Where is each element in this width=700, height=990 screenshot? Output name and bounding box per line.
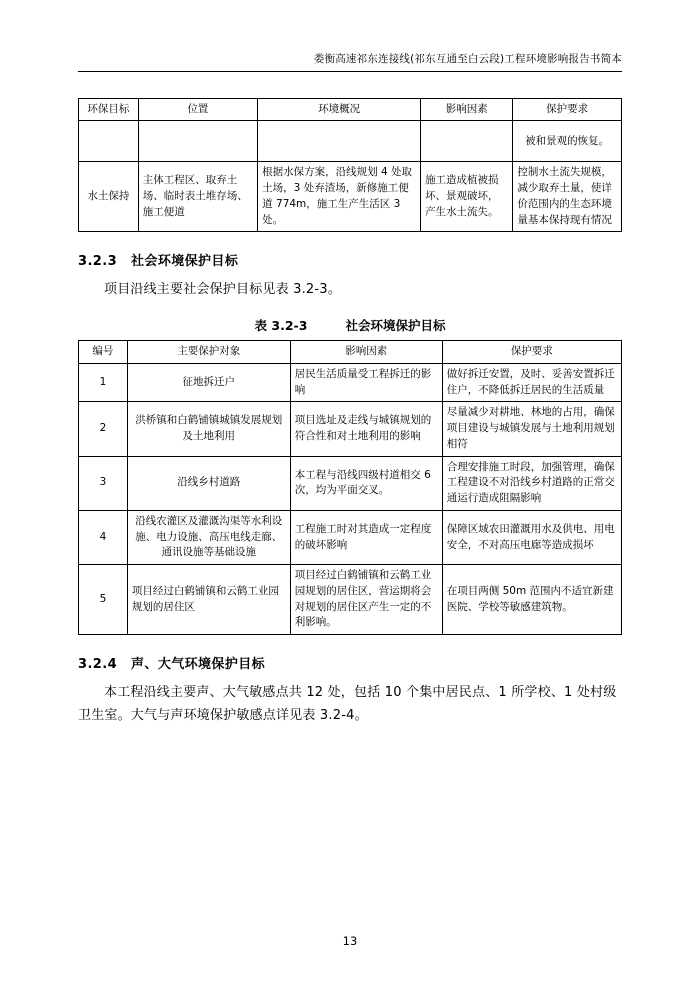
table-caption-title: 社会环境保护目标 [345, 318, 446, 334]
table-caption-social [78, 316, 622, 334]
table-social-protection-targets [78, 340, 622, 635]
cell-no: 1 [79, 363, 128, 402]
cell-factor: 本工程与沿线四级村道相交 6 次，均为平面交叉。 [290, 456, 442, 510]
table-row [79, 121, 622, 162]
cell-requirement: 控制水土流失规模，减少取弃土量，使详价范围内的生态环境量基本保持现有情况 [513, 162, 622, 232]
table-row [79, 402, 622, 456]
cell-overview: 根据水保方案，沿线规划 4 处取土场，3 处弃渣场，新修施工便道 774m，施工生产生活区 3 处。 [258, 162, 421, 232]
col-header-overview: 环境概况 [258, 98, 421, 121]
table-row [79, 363, 622, 402]
cell-no: 4 [79, 510, 128, 564]
cell-object: 沿线农灌区及灌溉沟渠等水利设施、电力设施、高压电线走廊、通讯设施等基础设施 [127, 510, 290, 564]
col-header-target: 环保目标 [79, 98, 139, 121]
cell-factor: 施工造成植被损坏、景观破坏，产生水土流失。 [421, 162, 513, 232]
page-header [78, 0, 622, 72]
cell-target [79, 121, 139, 162]
table-row [79, 456, 622, 510]
cell-requirement: 做好拆迁安置，及时、妥善安置拆迁住户，不降低拆迁居民的生活质量 [442, 363, 621, 402]
cell-object: 洪桥镇和白鹤铺镇城镇发展规划及土地利用 [127, 402, 290, 456]
cell-requirement: 尽量减少对耕地、林地的占用，确保项目建设与城镇发展与土地利用规划相符 [442, 402, 621, 456]
cell-no: 5 [79, 565, 128, 635]
cell-factor: 居民生活质量受工程拆迁的影响 [290, 363, 442, 402]
table-caption-number: 表 3.2-3 [254, 318, 308, 334]
table-environmental-targets [78, 98, 622, 233]
table-row [79, 510, 622, 564]
cell-overview [258, 121, 421, 162]
header-text: 娄衡高速祁东连接线(祁东互通至白云段)工程环境影响报告书简本 [313, 53, 622, 65]
section-324-paragraph: 本工程沿线主要声、大气敏感点共 12 处，包括 10 个集中居民点、1 所学校、1 处村级卫生室。大气与声环境保护敏感点详见表 3.2-4。 [78, 685, 617, 723]
table-row [79, 162, 622, 232]
col-header-location: 位置 [138, 98, 257, 121]
col-header-requirement: 保护要求 [442, 341, 621, 364]
cell-object: 征地拆迁户 [127, 363, 290, 402]
section-323-paragraph: 项目沿线主要社会保护目标见表 3.2-3。 [104, 282, 341, 298]
cell-no: 3 [79, 456, 128, 510]
cell-no: 2 [79, 402, 128, 456]
cell-location: 主体工程区、取弃土场、临时表土堆存场、施工便道 [138, 162, 257, 232]
table-row-header [79, 98, 622, 121]
col-header-no: 编号 [79, 341, 128, 364]
cell-factor: 工程施工时对其造成一定程度的破坏影响 [290, 510, 442, 564]
col-header-requirement: 保护要求 [513, 98, 622, 121]
table-row [79, 565, 622, 635]
section-number: 3.2.3 [78, 254, 118, 270]
cell-object: 项目经过白鹤铺镇和云鹤工业园规划的居住区 [127, 565, 290, 635]
section-heading-324 [78, 653, 622, 672]
cell-requirement: 保障区域农田灌溉用水及供电、用电安全，不对高压电廊等造成损坏 [442, 510, 621, 564]
cell-location [138, 121, 257, 162]
cell-object: 沿线乡村道路 [127, 456, 290, 510]
page-number: 13 [342, 934, 358, 948]
section-title: 社会环境保护目标 [131, 254, 239, 270]
cell-target: 水土保持 [79, 162, 139, 232]
section-number: 3.2.4 [78, 657, 118, 673]
col-header-factor: 影响因素 [290, 341, 442, 364]
cell-factor [421, 121, 513, 162]
cell-requirement: 被和景观的恢复。 [513, 121, 622, 162]
page-footer [0, 934, 700, 948]
cell-requirement: 在项目两侧 50m 范围内不适宜新建医院、学校等敏感建筑物。 [442, 565, 621, 635]
cell-requirement: 合理安排施工时段，加强管理，确保工程建设不对沿线乡村道路的正常交通运行造成阻隔影响 [442, 456, 621, 510]
cell-factor: 项目经过白鹤铺镇和云鹤工业园规划的居住区，营运期将会对规划的居住区产生一定的不利影响。 [290, 565, 442, 635]
cell-factor: 项目选址及走线与城镇规划的符合性和对土地利用的影响 [290, 402, 442, 456]
section-heading-323 [78, 250, 622, 269]
header-divider [78, 71, 622, 72]
section-title: 声、大气环境保护目标 [131, 657, 266, 673]
col-header-factor: 影响因素 [421, 98, 513, 121]
table-row-header [79, 341, 622, 364]
col-header-object: 主要保护对象 [127, 341, 290, 364]
